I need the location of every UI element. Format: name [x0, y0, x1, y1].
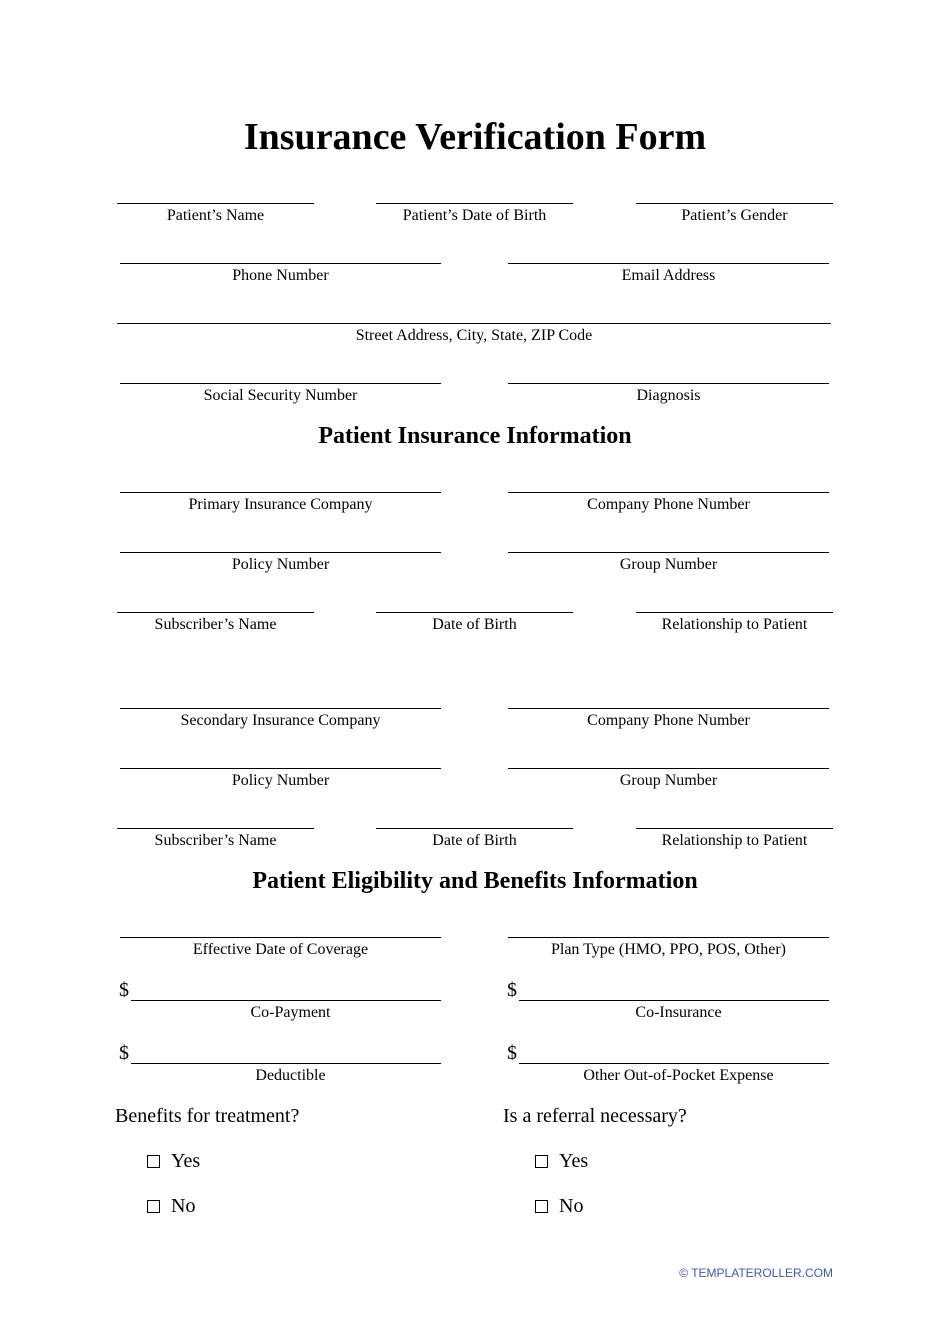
- primary-group-label: Group Number: [619, 556, 718, 573]
- secondary-company-phone-line: [508, 708, 829, 709]
- deductible-currency: $: [119, 1042, 129, 1064]
- secondary-dob-line: [376, 828, 573, 829]
- address-label: Street Address, City, State, ZIP Code: [355, 327, 593, 344]
- referral-no-checkbox[interactable]: [535, 1200, 548, 1213]
- secondary-group-line: [508, 768, 829, 769]
- phone-label: Phone Number: [232, 267, 329, 284]
- plan-type-line: [508, 937, 829, 938]
- other-expense-currency: $: [507, 1042, 517, 1064]
- email-label: Email Address: [621, 267, 716, 284]
- secondary-dob-label: Date of Birth: [432, 832, 517, 849]
- eligibility-heading: Patient Eligibility and Benefits Information: [252, 868, 698, 894]
- referral-yes-option[interactable]: [535, 1149, 588, 1173]
- copayment-label: Co‑Payment: [250, 1004, 331, 1021]
- referral-question: Is a referral necessary?: [503, 1105, 687, 1127]
- deductible-line: [131, 1063, 441, 1064]
- referral-no-option[interactable]: [535, 1194, 583, 1218]
- phone-line: [120, 263, 441, 264]
- primary-policy-line: [120, 552, 441, 553]
- coinsurance-line: [519, 1000, 829, 1001]
- ssn-line: [120, 383, 441, 384]
- benefits-yes-option[interactable]: [147, 1149, 200, 1173]
- primary-subscriber-line: [117, 612, 314, 613]
- primary-company-phone-label: Company Phone Number: [587, 496, 750, 513]
- benefits-no-label: No: [171, 1195, 196, 1217]
- secondary-group-label: Group Number: [619, 772, 718, 789]
- page-title: Insurance Verification Form: [243, 116, 707, 158]
- deductible-label: Deductible: [255, 1067, 326, 1084]
- primary-subscriber-label: Subscriber’s Name: [154, 616, 277, 633]
- ssn-label: Social Security Number: [203, 387, 358, 404]
- other-expense-line: [519, 1063, 829, 1064]
- patient-dob-line: [376, 203, 573, 204]
- referral-yes-checkbox[interactable]: [535, 1155, 548, 1168]
- patient-gender-label: Patient’s Gender: [681, 207, 788, 224]
- secondary-policy-label: Policy Number: [231, 772, 330, 789]
- secondary-company-label: Secondary Insurance Company: [180, 712, 381, 729]
- secondary-company-phone-label: Company Phone Number: [587, 712, 750, 729]
- other-expense-label: Other Out‑of‑Pocket Expense: [583, 1067, 774, 1084]
- diagnosis-line: [508, 383, 829, 384]
- patient-name-label: Patient’s Name: [166, 207, 265, 224]
- insurance-heading: Patient Insurance Information: [318, 423, 632, 449]
- footer-credit[interactable]: © TEMPLATEROLLER.COM: [679, 1266, 833, 1280]
- effective-date-line: [120, 937, 441, 938]
- email-line: [508, 263, 829, 264]
- primary-company-line: [120, 492, 441, 493]
- secondary-subscriber-label: Subscriber’s Name: [154, 832, 277, 849]
- primary-company-label: Primary Insurance Company: [188, 496, 373, 513]
- patient-dob-label: Patient’s Date of Birth: [402, 207, 547, 224]
- patient-name-line: [117, 203, 314, 204]
- plan-type-label: Plan Type (HMO, PPO, POS, Other): [550, 941, 787, 958]
- secondary-policy-line: [120, 768, 441, 769]
- copayment-currency: $: [119, 979, 129, 1001]
- primary-relationship-line: [636, 612, 833, 613]
- secondary-relationship-label: Relationship to Patient: [661, 832, 808, 849]
- diagnosis-label: Diagnosis: [636, 387, 701, 404]
- secondary-company-line: [120, 708, 441, 709]
- benefits-yes-label: Yes: [171, 1150, 201, 1172]
- primary-dob-label: Date of Birth: [432, 616, 517, 633]
- address-line: [117, 323, 831, 324]
- primary-company-phone-line: [508, 492, 829, 493]
- patient-gender-line: [636, 203, 833, 204]
- coinsurance-label: Co‑Insurance: [635, 1004, 722, 1021]
- referral-yes-label: Yes: [559, 1150, 589, 1172]
- secondary-relationship-line: [636, 828, 833, 829]
- copayment-line: [131, 1000, 441, 1001]
- benefits-no-checkbox[interactable]: [147, 1200, 160, 1213]
- benefits-yes-checkbox[interactable]: [147, 1155, 160, 1168]
- benefits-question: Benefits for treatment?: [115, 1105, 300, 1127]
- primary-group-line: [508, 552, 829, 553]
- secondary-subscriber-line: [117, 828, 314, 829]
- coinsurance-currency: $: [507, 979, 517, 1001]
- effective-date-label: Effective Date of Coverage: [192, 941, 369, 958]
- primary-policy-label: Policy Number: [231, 556, 330, 573]
- referral-no-label: No: [559, 1195, 584, 1217]
- primary-relationship-label: Relationship to Patient: [661, 616, 808, 633]
- benefits-no-option[interactable]: [147, 1194, 195, 1218]
- primary-dob-line: [376, 612, 573, 613]
